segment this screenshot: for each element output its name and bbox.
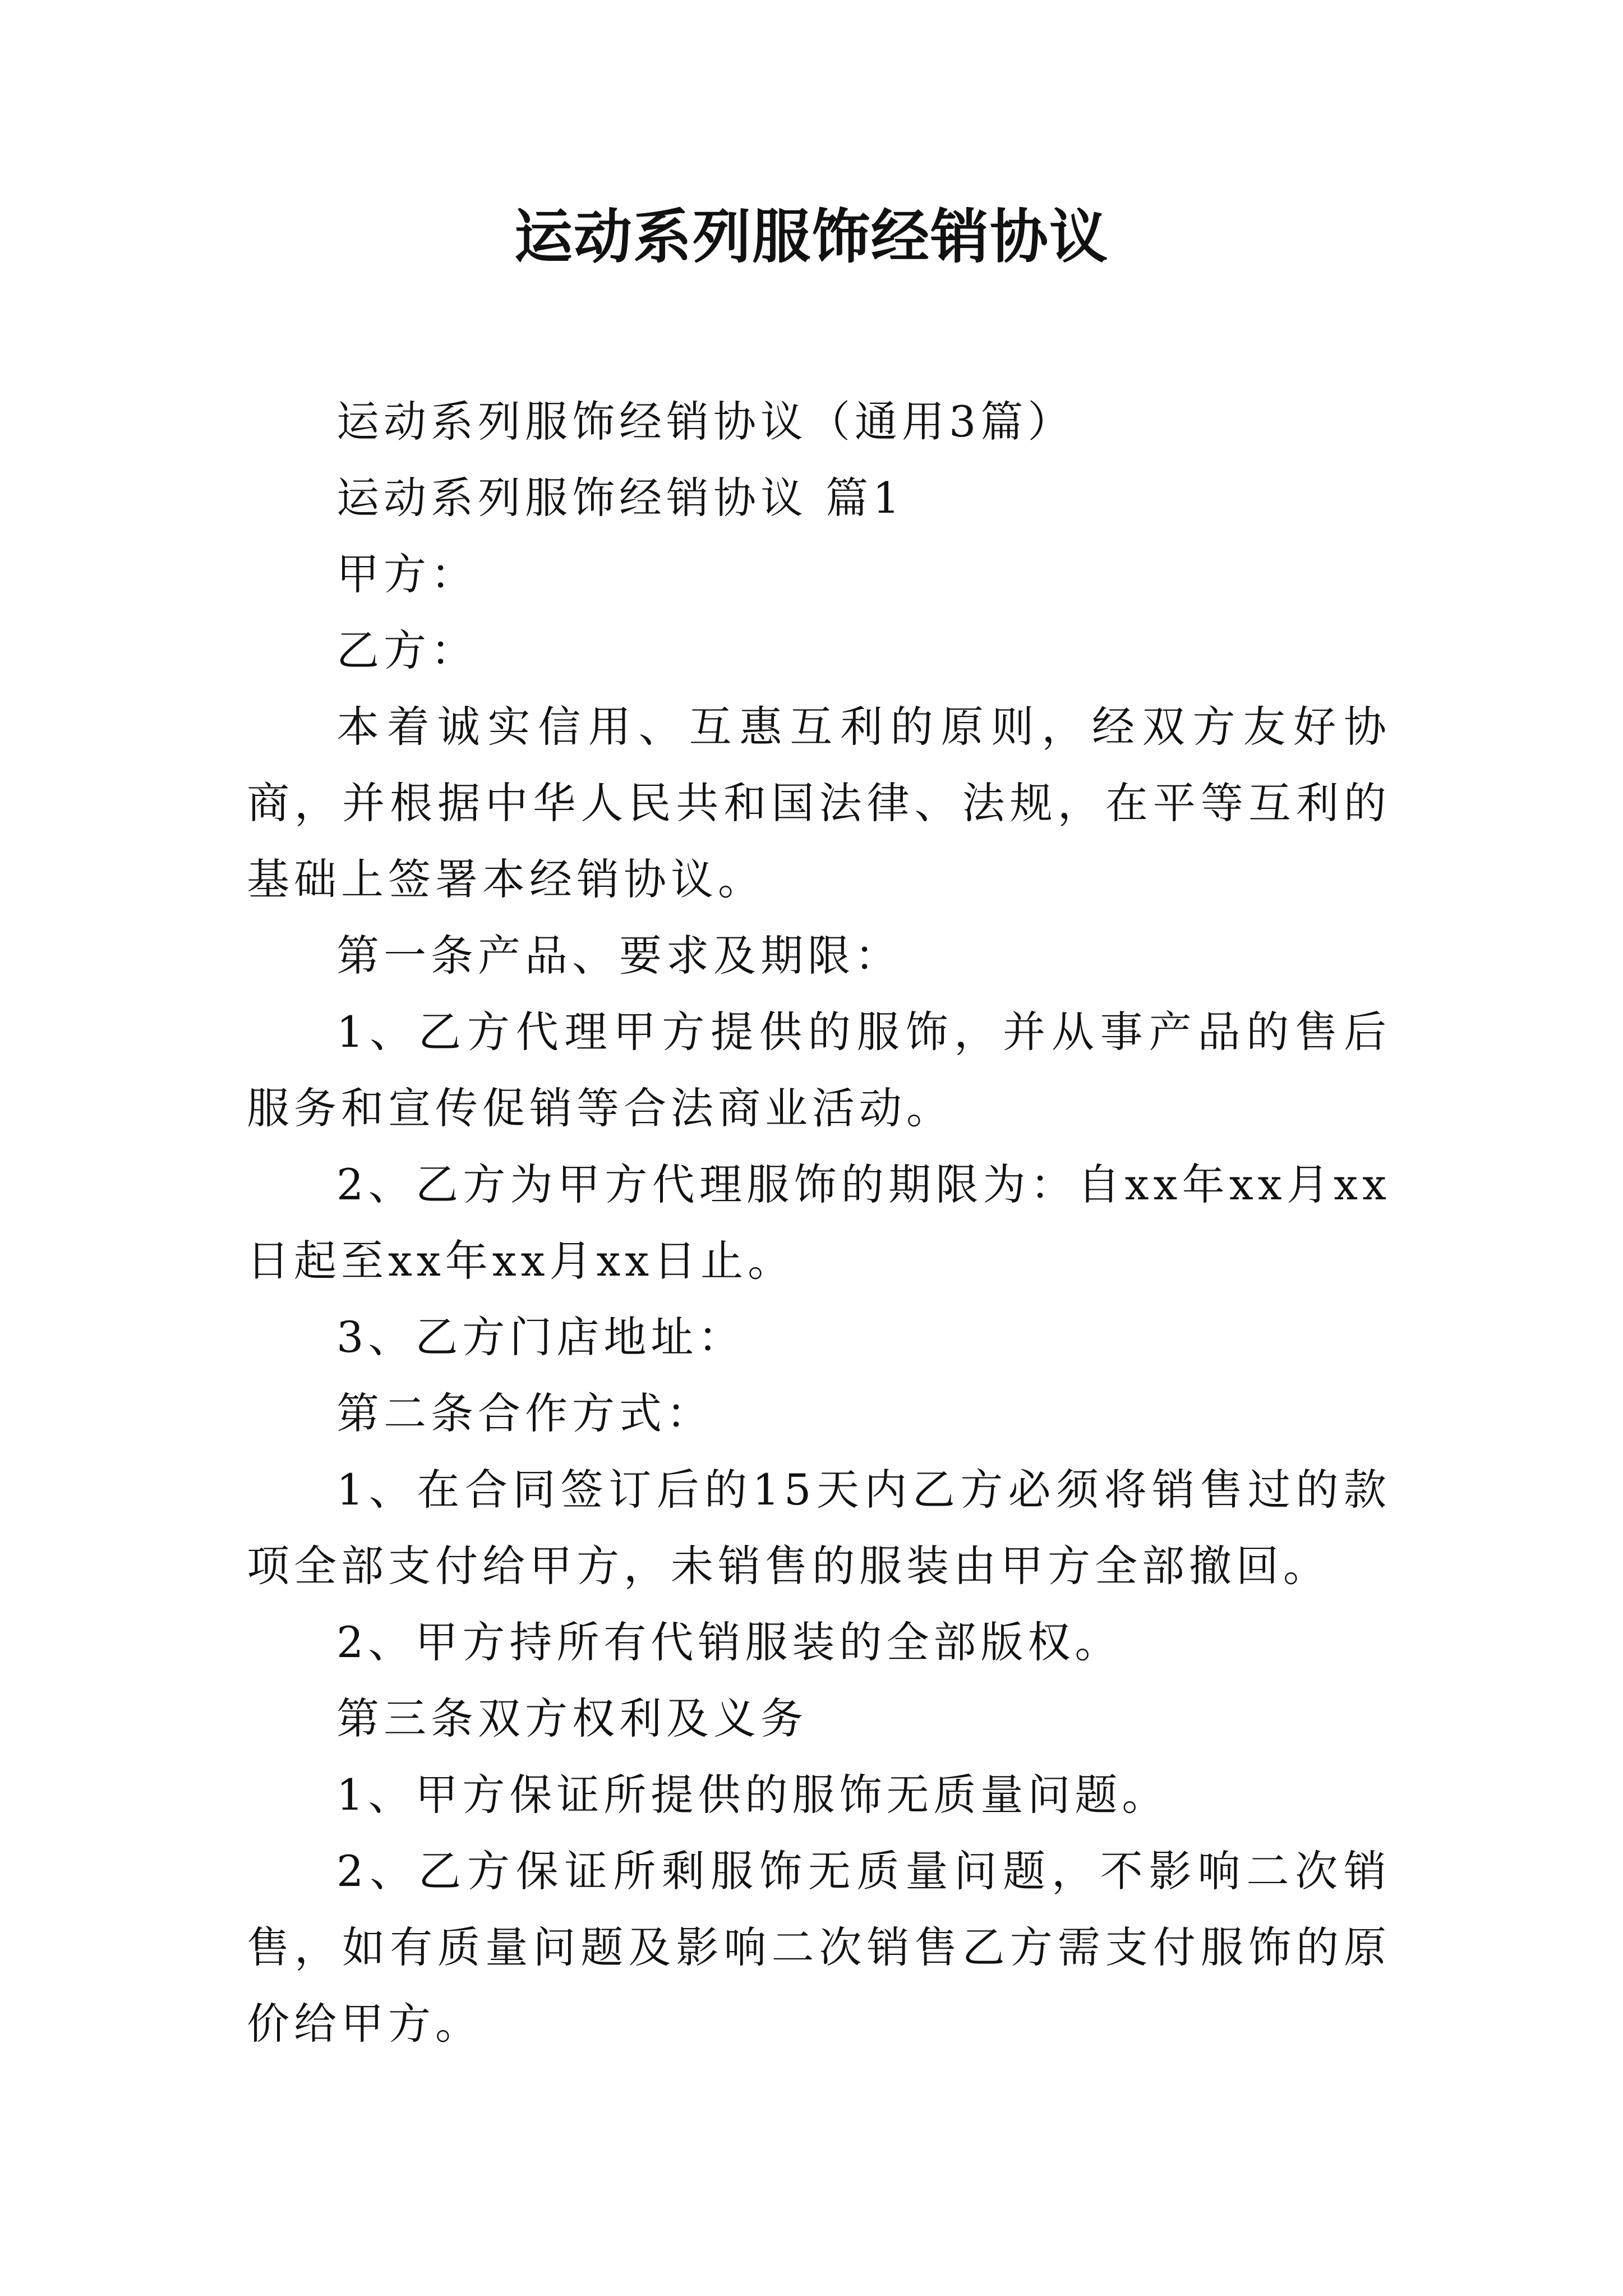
article-3-heading: 第三条双方权利及义务 (336, 1694, 808, 1743)
article-2-heading: 第二条合作方式： (336, 1388, 713, 1438)
party-b-line: 乙方： (336, 625, 478, 675)
paragraph-heading-part1: 运动系列服饰经销协议 篇1 (336, 473, 905, 523)
article-2-item-1: 1、在合同签订后的15天内乙方必须将销售过的款项全部支付给甲方，未销售的服装由甲方全部撤回。 (247, 1465, 1391, 1591)
article-1-heading: 第一条产品、要求及期限： (336, 931, 902, 981)
article-1-item-3: 3、乙方门店地址： (336, 1312, 745, 1362)
article-2-item-2: 2、甲方持所有代销服装的全部版权。 (336, 1617, 1122, 1667)
article-3-item-1: 1、甲方保证所提供的服饰无质量问题。 (336, 1770, 1169, 1820)
paragraph-heading-general: 运动系列服饰经销协议（通用3篇） (336, 397, 1075, 447)
preamble-paragraph: 本着诚实信用、互惠互利的原则，经双方友好协商，并根据中华人民共和国法律、法规，在平等互利的基础上签署本经销协议。 (247, 702, 1391, 904)
article-3-item-2: 2、乙方保证所剩服饰无质量问题，不影响二次销售，如有质量问题及影响二次销售乙方需支付服饰的原价给甲方。 (247, 1846, 1391, 2049)
article-1-item-1: 1、乙方代理甲方提供的服饰，并从事产品的售后服务和宣传促销等合法商业活动。 (247, 1007, 1391, 1133)
document-body (247, 384, 1391, 2062)
article-1-item-2: 2、乙方为甲方代理服饰的期限为：自xx年xx月xx日起至xx年xx月xx日止。 (247, 1159, 1391, 1286)
party-a-line: 甲方： (336, 549, 478, 599)
document-title: 运动系列服饰经销协议 (514, 203, 1109, 271)
